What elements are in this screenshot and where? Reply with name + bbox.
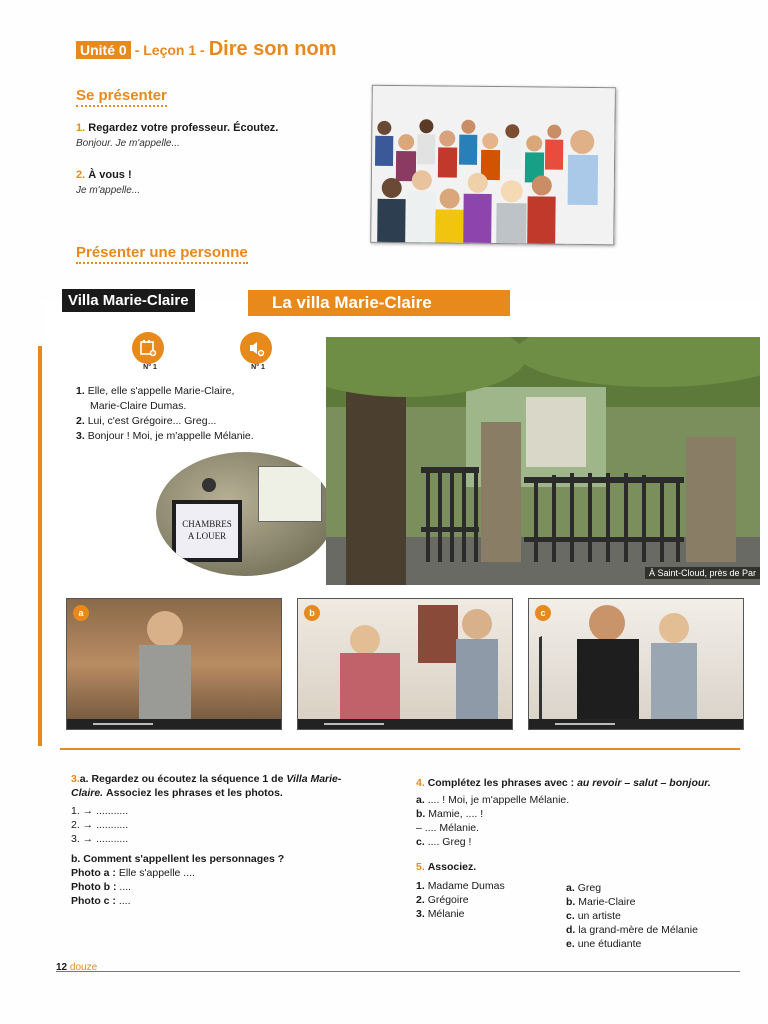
video-controls[interactable]: [529, 719, 743, 729]
exercise-5-left: [416, 879, 556, 921]
exercise-4-item: b. Mamie, .... !: [416, 808, 484, 820]
answer-row: 2. → ...........: [71, 819, 129, 831]
associate-right-item: b. Marie-Claire: [566, 896, 636, 908]
audio-icon[interactable]: [240, 332, 272, 364]
answer-row: 3. → ...........: [71, 833, 129, 845]
unit-label: Unité 0: [76, 41, 131, 59]
sign-photo: [156, 452, 334, 576]
video-controls[interactable]: [298, 719, 512, 729]
instruction-text: À vous !: [88, 169, 132, 181]
instruction-text: Regardez votre professeur. Écoutez.: [88, 122, 279, 134]
person: [462, 609, 492, 639]
footer-rule: [56, 971, 740, 972]
person: [350, 625, 380, 655]
plaque: [258, 466, 322, 522]
associate-right-item: a. Greg: [566, 882, 602, 894]
exercise-4-item: a. .... ! Moi, je m'appelle Mélanie.: [416, 794, 570, 806]
associate-left-item: 2. Grégoire: [416, 894, 469, 906]
dialog-list: [76, 384, 316, 444]
staircase: [539, 621, 575, 728]
video-scene-b[interactable]: [297, 598, 513, 730]
instruction-number: 1.: [76, 122, 86, 134]
video-icon-block[interactable]: [132, 332, 168, 371]
person: [589, 605, 625, 641]
villa-gate-illustration: [326, 337, 760, 585]
video-icon[interactable]: [132, 332, 164, 364]
associate-left-item: 1. Madame Dumas: [416, 880, 505, 892]
villa-title: La villa Marie-Claire: [248, 290, 510, 316]
person-body: [577, 639, 639, 719]
answer-row: 1. → ...........: [71, 805, 129, 817]
audio-number: N° 1: [251, 364, 265, 371]
instruction-1: [76, 122, 356, 149]
wall-hanging: [418, 605, 458, 663]
instruction-example: Bonjour. Je m'appelle...: [76, 138, 180, 149]
section-title-se-presenter: Se présenter: [76, 87, 167, 107]
photo-caption: À Saint-Cloud, près de Par: [645, 567, 760, 579]
instruction-number: 2.: [76, 169, 86, 181]
photo-answer: Photo c : ....: [71, 895, 131, 907]
instruction-2: [76, 169, 356, 196]
dialog-item: 2. Lui, c'est Grégoire... Greg...: [76, 415, 217, 427]
sign-line-2: A LOUER: [187, 531, 227, 541]
person-body: [340, 653, 400, 719]
scene-badge: c: [535, 605, 551, 621]
page-header: [76, 38, 337, 61]
exercise-4-item: c. .... Greg !: [416, 836, 472, 848]
person-body: [456, 639, 498, 719]
exercise-4-item: – .... Mélanie.: [416, 822, 480, 834]
video-scene-a[interactable]: [66, 598, 282, 730]
exercise-3b: b. Comment s'appellent les personnages ?: [71, 853, 285, 865]
exercise-4: 4. Complétez les phrases avec : au revoir – salut – bonjour. a. .... ! Moi, je m'appelle Mélanie. b. Mamie, .... ! – .... Mélanie. c. .... Greg !: [416, 776, 752, 849]
instruction-example: Je m'appelle...: [76, 185, 141, 196]
person: [659, 613, 689, 643]
dialog-item: 3. Bonjour ! Moi, je m'appelle Mélanie.: [76, 430, 254, 442]
person: [147, 611, 183, 647]
exercise-5-right: [566, 881, 756, 951]
video-number: N° 1: [143, 364, 157, 371]
villa-label: Villa Marie-Claire: [62, 289, 195, 312]
associate-right-item: d. la grand-mère de Mélanie: [566, 924, 698, 936]
page-title: Dire son nom: [208, 38, 337, 60]
group-photo: [370, 85, 616, 246]
chambres-sign: [172, 500, 242, 562]
video-controls[interactable]: [67, 719, 281, 729]
associate-right-item: c. un artiste: [566, 910, 621, 922]
dialog-item-cont: Marie-Claire Dumas.: [90, 400, 187, 412]
sign-line-1: CHAMBRES: [182, 519, 232, 529]
dialog-item: 1. Elle, elle s'appelle Marie-Claire,: [76, 385, 235, 397]
person-body: [139, 645, 191, 721]
scene-badge: a: [73, 605, 89, 621]
exercise-5: 5. Associez.: [416, 861, 477, 873]
section-title-presenter-personne: Présenter une personne: [76, 244, 248, 264]
scene-badge: b: [304, 605, 320, 621]
photo-answer: Photo a : Elle s'appelle ....: [71, 867, 195, 879]
audio-icon-block[interactable]: [240, 332, 276, 371]
exercise-3: 3.a. Regardez ou écoutez la séquence 1 de Villa Marie-Claire. Associez les phrases et les photos. 1. → ........... 2. → ........... 3. → ........... b. Comment s'appellent les personnages ? Photo a : Elle s'appelle .... Photo b : .... Photo c : ....: [71, 772, 371, 908]
video-scene-c[interactable]: [528, 598, 744, 730]
doorbell: [202, 478, 216, 492]
associate-left-item: 3. Mélanie: [416, 908, 465, 920]
villa-gate-photo: [326, 337, 760, 585]
lesson-label: - Leçon 1 -: [134, 42, 205, 58]
associate-right-item: e. une étudiante: [566, 938, 642, 950]
photo-answer: Photo b : ....: [71, 881, 132, 893]
page-number: 12 douze: [56, 962, 98, 973]
person-body: [651, 643, 697, 719]
crowd-illustration: [371, 86, 616, 246]
